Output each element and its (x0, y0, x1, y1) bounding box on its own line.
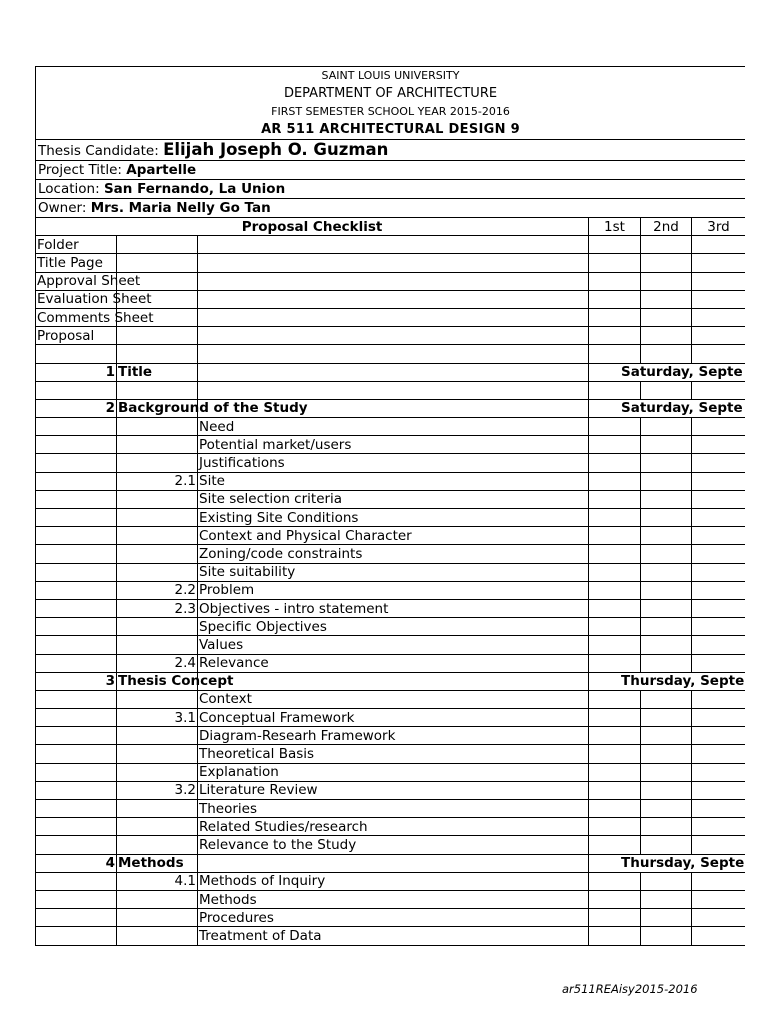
table-row (36, 818, 746, 836)
evaluation-sheet-label: Evaluation Sheet (37, 291, 152, 308)
folder-label: Folder (37, 236, 79, 253)
item-label: Existing Site Conditions (198, 509, 589, 527)
section-date: Thursday, Septe (589, 672, 745, 690)
checklist-table (35, 217, 745, 946)
table-row (36, 690, 746, 708)
university-name: SAINT LOUIS UNIVERSITY (321, 69, 460, 82)
candidate-label: Thesis Candidate: (38, 143, 159, 159)
owner-label: Owner: (38, 200, 87, 216)
table-row (36, 308, 746, 326)
comments-sheet-label: Comments Sheet (37, 309, 154, 326)
table-row (36, 545, 746, 563)
section-row (36, 672, 746, 690)
item-label: Conceptual Framework (198, 709, 589, 727)
table-row (36, 727, 746, 745)
owner-value: Mrs. Maria Nelly Go Tan (90, 200, 271, 216)
section-title: Methods (118, 855, 184, 872)
section-date: Saturday, Septe (589, 399, 745, 417)
table-row (36, 836, 746, 854)
section-number: 2 (105, 400, 115, 417)
project-label: Project Title: (38, 162, 122, 178)
location-label: Location: (38, 181, 100, 197)
table-row (36, 254, 746, 272)
subsection-number: 3.2 (117, 781, 198, 799)
project-row (36, 160, 745, 179)
item-label: Procedures (198, 909, 589, 927)
section-number: 3 (105, 673, 115, 690)
item-label: Justifications (198, 454, 589, 472)
section-row (36, 399, 746, 417)
table-row (36, 490, 746, 508)
location-row (36, 179, 745, 198)
table-row (36, 927, 746, 945)
section-row (36, 854, 746, 872)
table-row (36, 472, 746, 490)
document-header (35, 66, 745, 217)
item-label: Context and Physical Character (198, 527, 589, 545)
table-row (36, 290, 746, 308)
section-date: Thursday, Septe (589, 854, 745, 872)
item-label: Site selection criteria (198, 490, 589, 508)
item-label: Literature Review (198, 781, 589, 799)
column-3rd: 3rd (692, 218, 745, 236)
course-title: AR 511 ARCHITECTURAL DESIGN 9 (261, 122, 520, 137)
table-row (36, 509, 746, 527)
candidate-name: Elijah Joseph O. Guzman (163, 140, 389, 159)
item-label: Objectives - intro statement (198, 599, 589, 617)
approval-sheet-label: Approval Sheet (37, 273, 141, 290)
checklist-title: Proposal Checklist (36, 218, 589, 236)
table-row (36, 236, 746, 254)
footer-code: ar511REAisy2015-2016 (562, 982, 698, 996)
table-row (36, 763, 746, 781)
item-label: Problem (198, 581, 589, 599)
section-number: 1 (105, 364, 115, 381)
subsection-number: 4.1 (117, 872, 198, 890)
item-label: Context (198, 690, 589, 708)
table-row (36, 381, 746, 399)
item-label: Specific Objectives (198, 618, 589, 636)
table-row (36, 436, 746, 454)
candidate-row (36, 139, 745, 160)
subsection-number: 2.1 (117, 472, 198, 490)
table-row (36, 599, 746, 617)
table-row (36, 800, 746, 818)
table-row (36, 454, 746, 472)
item-label: Methods of Inquiry (198, 872, 589, 890)
item-label: Explanation (198, 763, 589, 781)
table-row (36, 345, 746, 363)
table-row (36, 709, 746, 727)
table-row (36, 563, 746, 581)
department-name: DEPARTMENT OF ARCHITECTURE (283, 86, 498, 101)
subsection-number: 2.3 (117, 599, 198, 617)
section-title: Background of the Study (118, 400, 308, 417)
checklist-header-row (36, 218, 746, 236)
item-label: Relevance (198, 654, 589, 672)
column-2nd: 2nd (641, 218, 692, 236)
subsection-number: 3.1 (117, 709, 198, 727)
item-label: Zoning/code constraints (198, 545, 589, 563)
proposal-label: Proposal (37, 327, 95, 344)
owner-row (36, 198, 745, 217)
table-row (36, 327, 746, 345)
table-row (36, 636, 746, 654)
item-label: Potential market/users (198, 436, 589, 454)
table-row (36, 781, 746, 799)
item-label: Values (198, 636, 589, 654)
item-label: Diagram-Researh Framework (198, 727, 589, 745)
subsection-number: 2.4 (117, 654, 198, 672)
item-label: Treatment of Data (198, 927, 589, 945)
table-row (36, 527, 746, 545)
item-label: Relevance to the Study (198, 836, 589, 854)
table-row (36, 272, 746, 290)
section-title: Thesis Concept (118, 673, 234, 690)
table-row (36, 890, 746, 908)
item-label: Need (198, 418, 589, 436)
checklist-sheet (35, 66, 745, 946)
subsection-number: 2.2 (117, 581, 198, 599)
title-page-label: Title Page (37, 254, 103, 271)
table-row (36, 654, 746, 672)
table-row (36, 909, 746, 927)
table-row (36, 618, 746, 636)
section-number: 4 (105, 855, 115, 872)
section-date: Saturday, Septe (589, 363, 745, 381)
table-row (36, 872, 746, 890)
table-row (36, 418, 746, 436)
section-row (36, 363, 746, 381)
project-title: Apartelle (126, 162, 197, 178)
item-label: Theoretical Basis (198, 745, 589, 763)
table-row (36, 745, 746, 763)
item-label: Related Studies/research (198, 818, 589, 836)
section-title: Title (118, 364, 153, 381)
item-label: Methods (198, 890, 589, 908)
item-label: Site (198, 472, 589, 490)
semester-line: FIRST SEMESTER SCHOOL YEAR 2015-2016 (271, 105, 510, 118)
table-row (36, 581, 746, 599)
item-label: Site suitability (198, 563, 589, 581)
item-label: Theories (198, 800, 589, 818)
column-1st: 1st (589, 218, 641, 236)
location-value: San Fernando, La Union (103, 181, 286, 197)
